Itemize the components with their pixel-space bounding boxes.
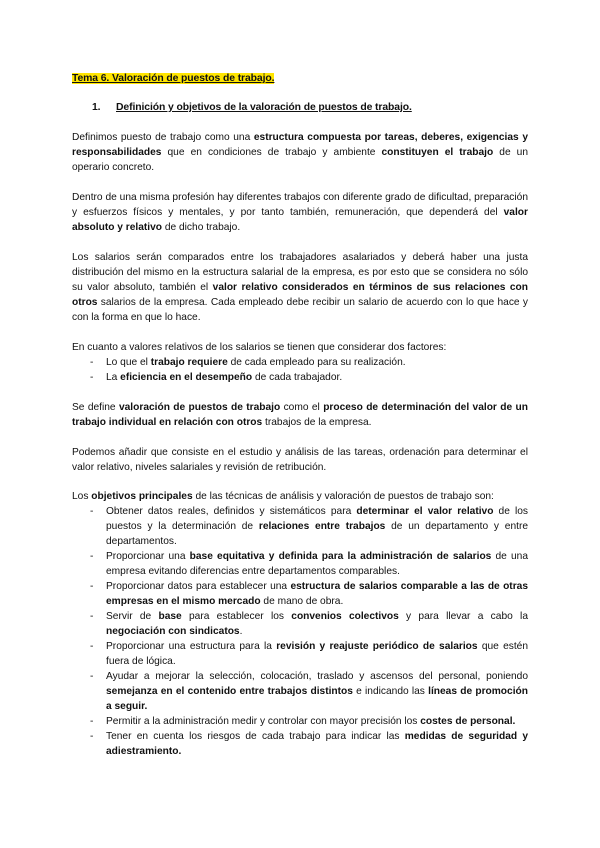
bold-text: semejanza en el contenido entre trabajos distintos xyxy=(106,686,353,697)
section-title: Definición y objetivos de la valoración de puestos de trabajo. xyxy=(116,102,412,113)
paragraph-profession xyxy=(72,190,528,235)
bold-text: estructura de salarios comparable a las de otras empresas en el mismo mercado xyxy=(106,581,528,607)
bullet-dash: - xyxy=(90,671,94,682)
bold-text: negociación con sindicatos xyxy=(106,626,240,637)
text-run: que en condiciones de trabajo y ambiente xyxy=(161,147,382,158)
section-heading xyxy=(92,101,528,115)
text-run: de dicho trabajo. xyxy=(162,222,241,233)
text-run: Los salarios serán comparados entre los trabajadores asalariados y deberá haber una justa distribución del mismo en la estructura salarial de la empresa, es por esto que se considera no sólo su valor absoluto, también el xyxy=(72,252,528,293)
text-run: Tener en cuenta los riesgos de cada trabajo para indicar las xyxy=(106,731,405,742)
bullet-dash: - xyxy=(90,716,94,727)
paragraph-relative-values xyxy=(72,340,528,355)
list-item-text xyxy=(106,669,528,714)
section-number: 1. xyxy=(92,102,101,113)
text-run: de las técnicas de análisis y valoración de puestos de trabajo son: xyxy=(192,491,494,502)
list-item-text xyxy=(106,609,528,639)
text-run: Obtener datos reales, definidos y sistemáticos para xyxy=(106,506,357,517)
text-run: e indicando las xyxy=(352,686,429,697)
list-item-text xyxy=(106,714,528,729)
bold-text: proceso de determinación del valor de un trabajo individual en relación con otros xyxy=(72,402,528,428)
list-item xyxy=(72,370,528,385)
text-run: Proporcionar datos para establecer una xyxy=(106,581,291,592)
text-run: Permitir a la administración medir y controlar con mayor precisión los xyxy=(106,716,421,727)
bold-text: valor absoluto y relativo xyxy=(72,207,528,233)
text-run: de cada empleado para su realización. xyxy=(227,357,406,368)
bold-text: relaciones entre trabajos xyxy=(258,521,386,532)
text-run: Servir de xyxy=(106,611,159,622)
bullet-dash: - xyxy=(90,372,94,383)
list-item xyxy=(72,355,528,370)
text-run: de un operario concreto. xyxy=(72,147,528,173)
bold-text: base xyxy=(158,611,182,622)
bold-text: eficiencia en el desempeño xyxy=(120,372,253,383)
list-item xyxy=(72,729,528,759)
bold-text: estructura compuesta por tareas, deberes, exigencias y responsabilidades xyxy=(72,132,528,158)
text-run: de un departamento y entre departamentos. xyxy=(106,521,529,547)
list-item xyxy=(72,549,528,579)
list-item xyxy=(72,579,528,609)
paragraph-objectives-intro xyxy=(72,489,528,504)
text-run: salarios de la empresa. Cada empleado debe recibir un salario de acuerdo con lo que hace y con la forma en que lo hace. xyxy=(72,297,528,323)
bullet-dash: - xyxy=(90,641,94,652)
text-run: Dentro de una misma profesión hay diferentes trabajos con diferente grado de dificultad, preparación y esfuerzos físicos y mentales, y por tanto también, remuneración, que dependerá del xyxy=(72,192,528,218)
list-item-text xyxy=(106,579,528,609)
bold-text: costes de personal. xyxy=(420,716,516,727)
text-run: de cada trabajador. xyxy=(252,372,343,383)
paragraph-definition xyxy=(72,130,528,175)
bullet-dash: - xyxy=(90,731,94,742)
bullet-dash: - xyxy=(90,581,94,592)
bold-text: base equitativa y definida para la administración de salarios xyxy=(189,551,492,562)
paragraph-salaries xyxy=(72,250,528,325)
bold-text: líneas de promoción a seguir. xyxy=(106,686,528,712)
bold-text: valor relativo considerados en términos de sus relaciones con otros xyxy=(72,282,529,308)
text-run: de mano de obra. xyxy=(260,596,344,607)
list-item xyxy=(72,669,528,714)
text-run: que estén fuera de lógica. xyxy=(106,641,528,667)
text-run: Definimos puesto de trabajo como una xyxy=(72,132,254,143)
objectives-list xyxy=(72,504,528,759)
list-item-text xyxy=(106,729,528,759)
text-run: y para llevar a cabo la xyxy=(398,611,528,622)
document-page xyxy=(72,72,528,759)
bullet-dash: - xyxy=(90,551,94,562)
bold-text: convenios colectivos xyxy=(291,611,399,622)
text-run: de los puestos y la determinación de xyxy=(106,506,529,532)
text-run: Se define xyxy=(72,402,119,413)
bold-text: trabajo requiere xyxy=(150,357,228,368)
text-run: trabajos de la empresa. xyxy=(262,417,372,428)
list-item-text xyxy=(106,370,528,385)
list-item-text xyxy=(106,504,528,549)
text-run: Proporcionar una estructura para la xyxy=(106,641,277,652)
factors-list xyxy=(72,355,528,385)
bold-text: medidas de seguridad y adiestramiento. xyxy=(106,731,528,757)
bold-text: objetivos principales xyxy=(91,491,193,502)
bullet-dash: - xyxy=(90,611,94,622)
list-item xyxy=(72,639,528,669)
bold-text: revisión y reajuste periódico de salarios xyxy=(276,641,478,652)
text-run: para establecer los xyxy=(181,611,292,622)
text-run: Proporcionar una xyxy=(106,551,190,562)
list-item xyxy=(72,609,528,639)
list-item-text xyxy=(106,549,528,579)
text-run: En cuanto a valores relativos de los salarios se tienen que considerar dos factores: xyxy=(72,342,447,353)
text-run: La xyxy=(106,372,121,383)
list-item xyxy=(72,504,528,549)
bullet-dash: - xyxy=(90,357,94,368)
text-run: de una empresa evitando diferencias entre departamentos comparables. xyxy=(106,551,529,577)
text-run: como el xyxy=(280,402,324,413)
bold-text: valoración de puestos de trabajo xyxy=(118,402,281,413)
text-run: Podemos añadir que consiste en el estudio y análisis de las tareas, ordenación para determinar el valor relativo, niveles salariales y revisión de retribución. xyxy=(72,447,528,473)
bold-text: constituyen el trabajo xyxy=(381,147,494,158)
list-item xyxy=(72,714,528,729)
title-highlight: Tema 6. Valoración de puestos de trabajo. xyxy=(72,73,275,84)
text-run: . xyxy=(239,626,243,637)
bullet-dash: - xyxy=(90,506,94,517)
document-title xyxy=(72,72,528,86)
text-run: Lo que el xyxy=(106,357,151,368)
text-run: Los xyxy=(72,491,92,502)
list-item-text xyxy=(106,639,528,669)
text-run: Ayudar a mejorar la selección, colocación, traslado y ascensos del personal, poniendo xyxy=(106,671,528,682)
paragraph-study xyxy=(72,445,528,475)
paragraph-valuation-definition xyxy=(72,400,528,430)
bold-text: determinar el valor relativo xyxy=(356,506,494,517)
list-item-text xyxy=(106,355,528,370)
